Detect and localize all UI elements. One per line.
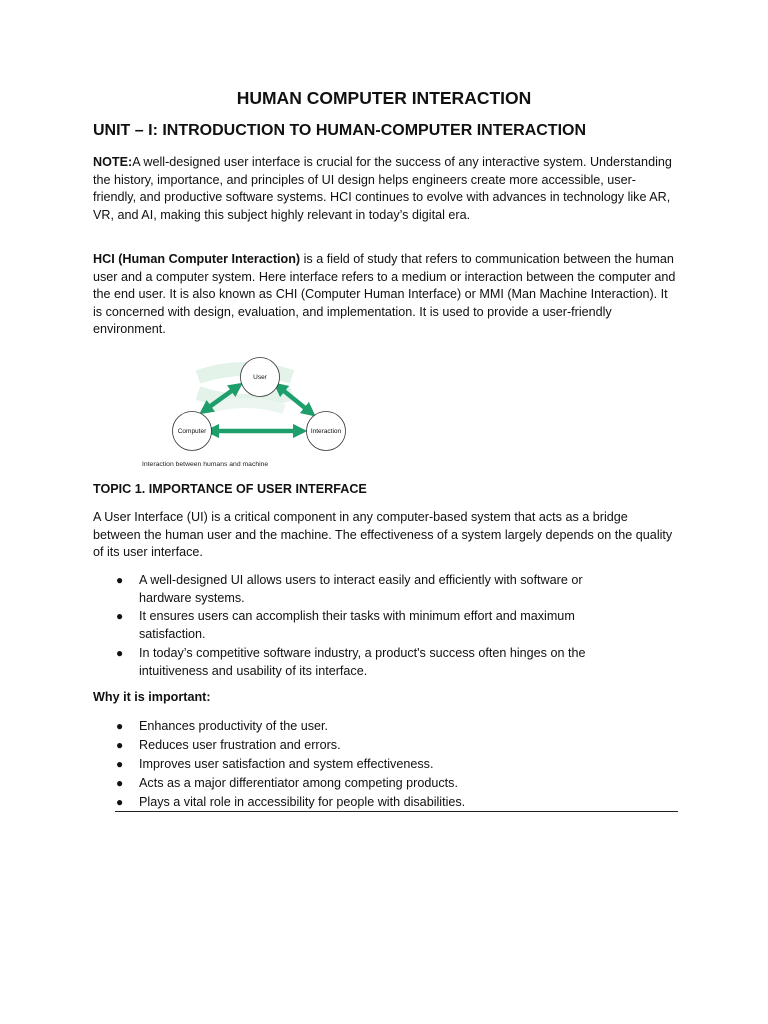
note-text: A well-designed user interface is crucial for the success of any interactive system. Understanding the history, importance, and principles of UI design helps engineers create more accessible, user-friendly, and productive software systems. HCI continues to evolve with advances in technology like AR, VR, and AI, making this subject highly relevant in today’s digital era. [93, 155, 672, 222]
bullet-icon: ● [116, 794, 124, 809]
document-title: HUMAN COMPUTER INTERACTION [236, 88, 532, 108]
bullet-icon: ● [116, 737, 124, 752]
why-important-list [93, 718, 633, 812]
list-item: ● It ensures users can accomplish their tasks with minimum effort and maximum satisfaction. [116, 609, 575, 642]
section-divider [115, 811, 678, 812]
bullet-icon: ● [116, 775, 124, 790]
bullet-icon: ● [116, 719, 124, 733]
note-label: NOTE: [93, 155, 133, 169]
list-item: ● Acts as a major differentiator among competing products. [93, 775, 633, 793]
diagram-svg [128, 353, 362, 471]
list-item: ● Reduces user frustration and errors. [93, 737, 633, 755]
topic1-heading: TOPIC 1. IMPORTANCE OF USER INTERFACE [93, 482, 367, 496]
node-interaction-label: Interaction [310, 428, 342, 435]
list-item: ● Improves user satisfaction and system effectiveness. [93, 756, 633, 774]
note-paragraph [93, 154, 678, 224]
list-item: ● A well-designed UI allows users to interact easily and efficiently with software or hardware systems. [116, 573, 583, 605]
diagram-caption: Interaction between humans and machine [142, 461, 269, 468]
node-user-label: User [253, 374, 267, 381]
topic1-bullet-list [93, 572, 633, 681]
list-item: ● Enhances productivity of the user. [93, 718, 633, 736]
list-item: ● Plays a vital role in accessibility for people with disabilities. [93, 794, 633, 812]
bullet-icon: ● [116, 756, 124, 771]
topic1-intro: A User Interface (UI) is a critical component in any computer-based system that acts as a bridge between the human user and the machine. The effectiveness of a system largely depends on the quality of its user interface. [93, 510, 673, 560]
why-important-heading: Why it is important: [93, 690, 211, 704]
node-user [241, 358, 280, 397]
hci-term: HCI (Human Computer Interaction) [93, 252, 301, 266]
hci-definition-paragraph [93, 251, 678, 339]
bullet-icon: ● [116, 645, 124, 660]
hci-definition-text: is a field of study that refers to communication between the human user and a computer system. Here interface refers to a medium or interaction between the computer and the end user. It is also known as CHI (Computer Human Interface) or MMI (Man Machine Interaction). It is concerned with design, evaluation, and implementation. It is used to provide a user-friendly environment. [93, 252, 676, 337]
list-item: ● In today’s competitive software industry, a product's success often hinges on the intuitiveness and usability of its interface. [116, 645, 586, 678]
bullet-icon: ● [116, 609, 124, 624]
node-interaction [307, 412, 346, 451]
bullet-icon: ● [116, 573, 124, 587]
node-computer-label: Computer [177, 428, 207, 435]
node-computer [173, 412, 212, 451]
unit-heading: UNIT – I: INTRODUCTION TO HUMAN-COMPUTER INTERACTION [93, 122, 587, 139]
hci-interaction-diagram [128, 353, 362, 471]
